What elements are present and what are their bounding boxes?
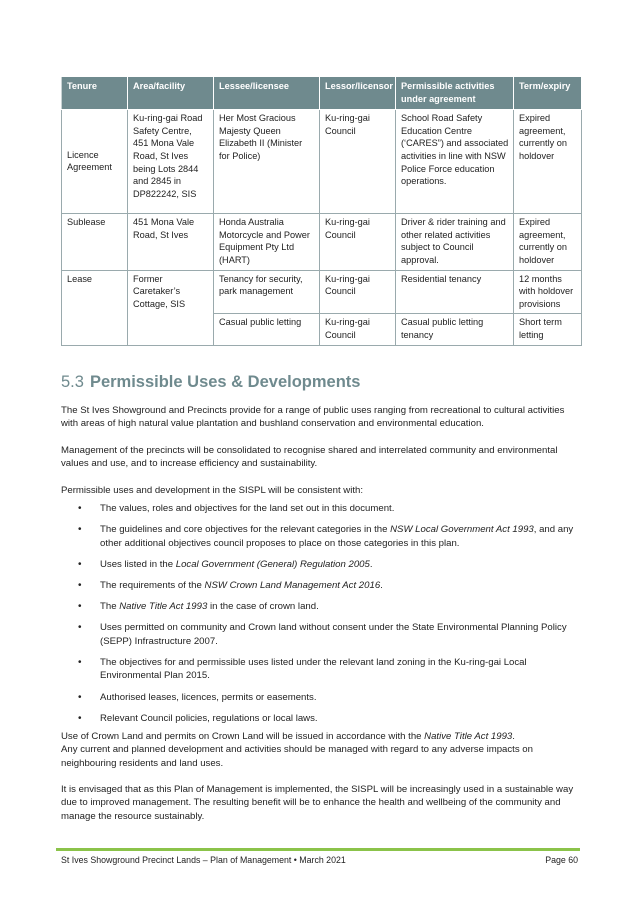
table-row bbox=[62, 110, 582, 214]
cell-lessor: Ku-ring-gai Council bbox=[320, 214, 396, 270]
bullet-marker: • bbox=[78, 601, 82, 613]
bullet-marker: • bbox=[78, 712, 82, 724]
list-item-text: Relevant Council policies, regulations or local laws. bbox=[100, 712, 318, 724]
list-item-text: , and any other additional objectives council proposes to place on those categories in this plan. bbox=[100, 524, 574, 549]
cell-term: Short term letting bbox=[514, 314, 582, 345]
paragraph-text: Any current and planned development and activities should be managed with regard to any adverse impacts on neighbouring residents and land uses. bbox=[61, 744, 533, 769]
section-heading bbox=[61, 373, 360, 392]
list-item-text: The objectives for and permissible uses listed under the relevant land zoning in the Ku-ring-gai Local Environmental Plan 2015. bbox=[100, 657, 527, 682]
list-item bbox=[61, 502, 581, 515]
paragraph-consistent-with: Permissible uses and development in the SISPL will be consistent with: bbox=[61, 485, 364, 496]
footer-rule bbox=[56, 848, 580, 851]
section-title: Permissible Uses & Developments bbox=[89, 373, 361, 391]
paragraph-management: Management of the precincts will be consolidated to recognise shared and interrelated community and environmental values and use, and to increase efficiency and sustainability. bbox=[61, 445, 558, 470]
list-item-text: . bbox=[380, 580, 383, 592]
paragraph-intro: The St Ives Showground and Precincts provide for a range of public uses ranging from recreational to cultural activities with areas of high natural value plantation and bushland conservation and environmental education. bbox=[61, 405, 565, 430]
cell-area: Former Caretaker’s Cottage, SIS bbox=[128, 270, 214, 345]
cell-activities: Casual public letting tenancy bbox=[396, 314, 514, 345]
bullet-marker: • bbox=[78, 524, 82, 536]
list-item-text: The values, roles and objectives for the land set out in this document. bbox=[100, 503, 395, 514]
list-item-text: The guidelines and core objectives for the relevant categories in the bbox=[100, 524, 391, 536]
list-item-text: Uses listed in the bbox=[100, 558, 176, 570]
list-item bbox=[61, 579, 581, 592]
header-term: Term/expiry bbox=[514, 77, 582, 110]
header-lessee: Lessee/licensee bbox=[214, 77, 320, 110]
paragraph-text: Use of Crown Land and permits on Crown Land will be issued in accordance with the bbox=[61, 731, 425, 742]
list-item bbox=[61, 600, 581, 613]
footer-page-number: Page 60 bbox=[545, 855, 578, 865]
list-item bbox=[61, 712, 581, 725]
cell-lessee: Her Most Gracious Majesty Queen Elizabeth II (Minister for Police) bbox=[214, 110, 320, 214]
cell-lessor: Ku-ring-gai Council bbox=[320, 110, 396, 214]
list-item-text: in the case of crown land. bbox=[207, 601, 319, 613]
bullet-marker: • bbox=[78, 622, 82, 634]
cell-activities: School Road Safety Education Centre (‘CARES”) and associated activities in line with NSW Police Force education operations. bbox=[396, 110, 514, 214]
list-item bbox=[61, 523, 581, 550]
cell-area: Ku-ring-gai Road Safety Centre, 451 Mona Vale Road, St Ives being Lots 2844 and 2845 in DP822242, SIS bbox=[128, 110, 214, 214]
act-name: Native Title Act 1993 bbox=[119, 601, 208, 613]
cell-term: Expired agreement, currently on holdover bbox=[514, 214, 582, 270]
cell-lessee: Casual public letting bbox=[214, 314, 320, 345]
cell-tenure: Sublease bbox=[62, 214, 128, 270]
header-tenure: Tenure bbox=[62, 77, 128, 110]
list-item bbox=[61, 621, 581, 648]
bullet-marker: • bbox=[78, 691, 82, 703]
bullet-marker: • bbox=[78, 657, 82, 669]
cell-activities: Residential tenancy bbox=[396, 270, 514, 314]
list-item bbox=[61, 656, 581, 683]
table-header-row bbox=[62, 77, 582, 110]
table-row bbox=[62, 214, 582, 270]
cell-term: 12 months with holdover provisions bbox=[514, 270, 582, 314]
act-name: NSW Local Government Act 1993 bbox=[390, 524, 534, 536]
bullet-marker: • bbox=[78, 580, 82, 592]
act-name: NSW Crown Land Management Act 2016 bbox=[204, 580, 381, 592]
bullet-marker: • bbox=[78, 558, 82, 570]
regulation-name: Local Government (General) Regulation 2005 bbox=[175, 558, 370, 570]
cell-lessor: Ku-ring-gai Council bbox=[320, 270, 396, 314]
list-item-text: The requirements of the bbox=[100, 580, 205, 592]
cell-lessee: Tenancy for security, park management bbox=[214, 270, 320, 314]
tenure-table bbox=[61, 76, 582, 346]
section-number: 5.3 bbox=[61, 373, 84, 391]
list-item-text: Uses permitted on community and Crown land without consent under the State Environmental Planning Policy (SEPP) Infrastructure 2007. bbox=[100, 622, 567, 647]
cell-area: 451 Mona Vale Road, St Ives bbox=[128, 214, 214, 270]
permissible-uses-list bbox=[61, 502, 581, 733]
list-item bbox=[61, 691, 581, 704]
table-row bbox=[62, 270, 582, 314]
paragraph-envisaged: It is envisaged that as this Plan of Management is implemented, the SISPL will be increasingly used in a sustainable way due to improved management. The resulting benefit will be to enhance the health and wellbeing of the community and manage the resource sustainably. bbox=[61, 784, 574, 822]
act-name: Native Title Act 1993 bbox=[424, 731, 513, 742]
list-item-text: The bbox=[100, 601, 120, 613]
cell-lessee: Honda Australia Motorcycle and Power Equipment Pty Ltd (HART) bbox=[214, 214, 320, 270]
footer-document-title: St Ives Showground Precinct Lands – Plan of Management • March 2021 bbox=[61, 855, 346, 865]
list-item-text: . bbox=[369, 558, 373, 570]
paragraph-crown-land bbox=[61, 730, 581, 770]
header-area: Area/facility bbox=[128, 77, 214, 110]
cell-activities: Driver & rider training and other related activities subject to Council approval. bbox=[396, 214, 514, 270]
cell-term: Expired agreement, currently on holdover bbox=[514, 110, 582, 214]
list-item-text: Authorised leases, licences, permits or easements. bbox=[100, 691, 317, 703]
list-item bbox=[61, 558, 581, 571]
header-lessor: Lessor/licensor bbox=[320, 77, 396, 110]
cell-tenure: Lease bbox=[62, 270, 128, 345]
header-activities: Permissible activities under agreement bbox=[396, 77, 514, 110]
cell-tenure: Licence Agreement bbox=[62, 110, 128, 214]
paragraph-text: . bbox=[512, 731, 515, 742]
cell-lessor: Ku-ring-gai Council bbox=[320, 314, 396, 345]
bullet-marker: • bbox=[78, 503, 82, 514]
